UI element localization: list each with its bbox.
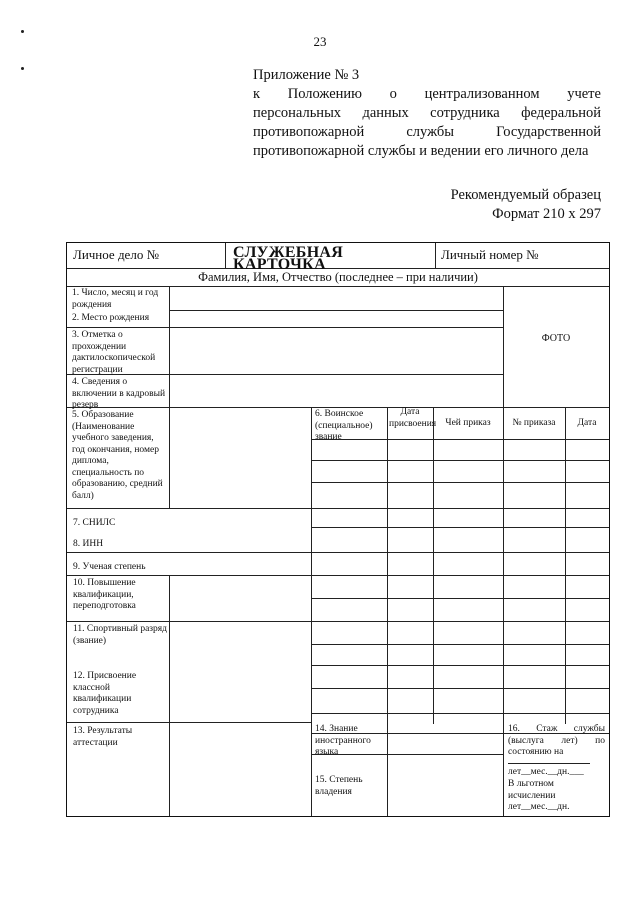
appendix-word: федеральной <box>521 105 601 121</box>
service-card-form <box>66 242 610 817</box>
field-military-rank: 6. Воинское (специальное) звание <box>315 409 373 442</box>
appendix-word: к <box>253 86 261 102</box>
appendix-word: персональных <box>253 105 342 121</box>
col-order-number: № приказа <box>512 418 556 428</box>
preferential-calculation: В льготном исчислении <box>508 779 556 801</box>
field-reserve: 4. Сведения о включении в кадровый резерв <box>72 377 166 410</box>
appendix-word: Положению <box>287 86 362 102</box>
recommended-sample: Рекомендуемый образец <box>450 187 601 203</box>
scan-mark <box>21 67 24 70</box>
full-name-label: Фамилия, Имя, Отчество (последнее – при наличии) <box>198 270 478 284</box>
field-degree: 9. Ученая степень <box>73 562 146 572</box>
sample-note <box>451 186 601 224</box>
appendix-line <box>253 104 601 123</box>
field-inn: 8. ИНН <box>73 539 104 549</box>
appendix-line <box>253 123 601 142</box>
field-proficiency: 15. Степень владения <box>315 775 363 797</box>
appendix-word: централизованном <box>424 86 540 102</box>
appendix-word: учете <box>567 86 601 102</box>
page-number: 23 <box>313 34 327 49</box>
field-attestation: 13. Результаты аттестации <box>73 726 133 748</box>
field-birth-date: 1. Число, месяц и год рождения <box>72 288 159 310</box>
date-blank <box>508 763 590 764</box>
field-birth-place: 2. Место рождения <box>72 313 150 323</box>
col-date: Дата <box>577 418 597 428</box>
appendix-header <box>253 66 601 161</box>
field-snils: 7. СНИЛС <box>73 518 116 528</box>
service-years-preferential: лет__мес.__дн. <box>508 802 570 812</box>
field-education: 5. Образование (Наименование учебного заведения, год окончания, номер диплома, специальность по образованию, средний балл) <box>72 410 163 501</box>
field-class-qualification: 12. Присвоение классной квалификации сотрудника <box>73 671 137 716</box>
field-sport: 11. Спортивный разряд (звание) <box>73 624 168 646</box>
card-title: СЛУЖЕБНАЯ КАРТОЧКА <box>233 244 344 273</box>
field-service-length: 16. Стаж службы (выслуга лет) по состоянию на <box>508 724 605 757</box>
appendix-word: противопожарной <box>253 124 365 140</box>
field-fingerprint: 3. Отметка о прохождении дактилоскопической регистрации <box>72 330 156 375</box>
field-qualification: 10. Повышение квалификации, переподготовка <box>73 578 136 611</box>
personal-file-label: Личное дело № <box>73 247 159 262</box>
personal-number-label: Личный номер № <box>441 247 539 262</box>
appendix-word: данных <box>362 105 409 121</box>
col-whose-order: Чей приказ <box>445 418 491 428</box>
photo-box: ФОТО <box>541 333 571 344</box>
appendix-word: о <box>389 86 397 102</box>
appendix-line <box>253 85 601 104</box>
format-size: Формат 210 х 297 <box>492 206 601 222</box>
appendix-title: Приложение № 3 <box>253 67 360 83</box>
appendix-word: сотрудника <box>430 105 500 121</box>
service-years: лет__мес.__дн.___ <box>508 767 584 777</box>
field-foreign-language: 14. Знание иностранного языка <box>315 724 371 757</box>
col-date-assign: Дата присвоения <box>389 407 437 429</box>
appendix-line: противопожарной службы и ведении его личного дела <box>253 143 589 159</box>
scan-mark <box>21 30 24 33</box>
appendix-word: службы <box>406 124 455 140</box>
appendix-word: Государственной <box>496 124 601 140</box>
